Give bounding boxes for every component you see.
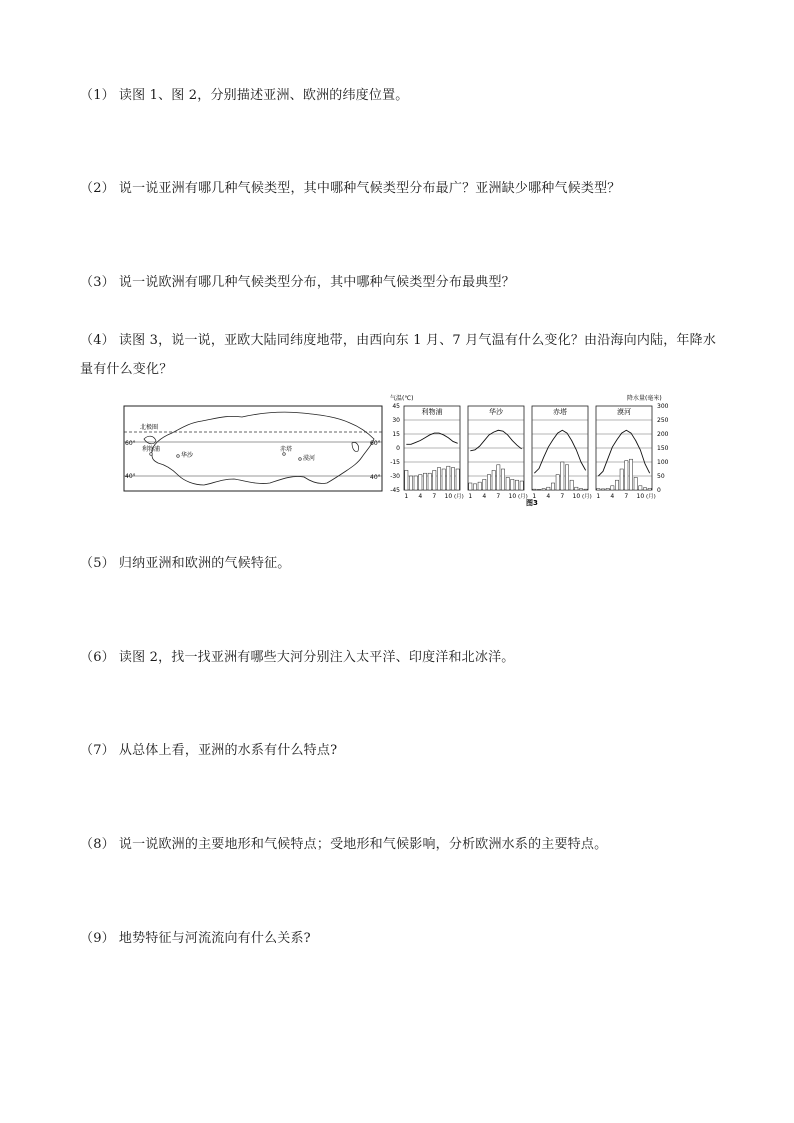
climate-chart-3 [532,406,592,500]
precipitation-bar [629,459,632,490]
month-tick-label: 1 [404,493,409,500]
question-text: 从总体上看，亚洲的水系有什么特点? [118,743,338,758]
question-text: 归纳亚洲和欧洲的气候特征。 [118,556,291,571]
precipitation-bar [483,479,486,490]
precipitation-bar [419,475,422,490]
precipitation-bar [533,489,536,490]
climate-chart-1 [404,406,464,500]
month-unit-label: (月) [582,494,592,500]
question-9 [80,927,311,946]
question-text: 读图 1、图 2，分别描述亚洲、欧洲的纬度位置。 [118,88,409,103]
lat-40-left-label: 40° [125,473,136,480]
temperature-tick-label: 45 [392,403,400,410]
month-tick-label: 7 [624,493,629,500]
precipitation-bar [561,462,564,490]
precipitation-bar [570,480,573,490]
month-tick-label: 1 [532,493,537,500]
precipitation-tick-label: 250 [657,417,669,424]
lat-40-right-label: 40° [370,474,381,481]
month-tick-label: 10 [508,493,517,500]
question-7 [80,739,337,758]
precipitation-bar [556,475,559,490]
month-tick-label: 1 [468,493,473,500]
question-number: （2） [80,181,115,196]
precipitation-bar [506,477,509,490]
station-name: 利物浦 [421,408,443,416]
precipitation-bar [547,487,550,490]
precipitation-bar [611,486,614,490]
city-label: 利物浦 [142,446,161,453]
temperature-axis-title: 气温(℃) [390,395,414,402]
temperature-tick-label: 30 [392,417,400,424]
station-name: 赤塔 [553,408,567,416]
map-panel [124,406,382,491]
question-text: 读图 2，找一找亚洲有哪些大河分别注入太平洋、印度洋和北冰洋。 [118,650,515,665]
precipitation-bar [442,469,445,490]
month-tick-label: 4 [418,493,423,500]
city-marker [177,455,180,458]
precipitation-bar [634,477,637,490]
precipitation-bar [551,483,554,490]
precipitation-bar [579,489,582,490]
precipitation-bar [409,476,412,490]
precipitation-bar [511,479,514,490]
question-5 [80,552,290,571]
climate-chart-4 [596,406,656,500]
temperature-tick-label: 15 [392,431,400,438]
question-2 [80,177,620,196]
precipitation-bar [414,476,417,490]
question-text: 说一说欧洲有哪几种气候类型分布，其中哪种气候类型分布最典型？ [118,275,515,290]
precipitation-bar [606,488,609,490]
month-tick-label: 4 [610,493,615,500]
month-tick-label: 4 [546,493,551,500]
month-unit-label: (月) [646,494,656,500]
precipitation-axis-title: 降水量(毫米) [627,395,662,402]
question-1 [80,84,408,103]
arctic-circle-label: 北极圈 [140,424,159,431]
question-number: （4） [80,333,115,348]
month-tick-label: 7 [496,493,501,500]
precipitation-bar [620,469,623,490]
lat-60-right-label: 60° [370,440,381,447]
lat-60-left-label: 60° [125,440,136,447]
station-name: 华沙 [489,408,503,416]
question-text: 读图 3，说一说，亚欧大陆同纬度地带，由西向东 1 月、7 月气温有什么变化？由沿海向内陆，年降水量有什么变化？ [80,333,717,377]
precipitation-bar [437,468,440,490]
month-unit-label: (月) [518,494,528,500]
city-marker [283,453,286,456]
precipitation-bar [478,482,481,490]
precipitation-bar [542,489,545,490]
precipitation-bar [433,470,436,490]
precipitation-bar [492,470,495,490]
temperature-tick-label: -45 [390,487,400,494]
month-tick-label: 1 [596,493,601,500]
precipitation-bar [643,488,646,490]
station-name: 漠河 [617,408,631,416]
question-text: 说一说欧洲的主要地形和气候特点；受地形和气候影响，分析欧洲水系的主要特点。 [118,837,608,852]
figure-caption: 图3 [526,499,538,507]
precipitation-bar [601,489,604,490]
precipitation-bar [515,480,518,490]
precipitation-bar [537,489,540,490]
city-marker [299,458,302,461]
precipitation-tick-label: 200 [657,431,669,438]
precipitation-bar [625,461,628,490]
precipitation-ticks [657,403,669,494]
month-tick-label: 10 [444,493,453,500]
precipitation-bar [648,488,651,490]
question-text: 地势特征与河流流向有什么关系? [118,931,311,946]
precipitation-bar [456,469,459,490]
month-tick-label: 7 [432,493,437,500]
precipitation-bar [584,489,587,490]
question-number: （6） [80,650,115,665]
question-4 [80,326,720,384]
city-marker [150,453,153,456]
precipitation-bar [565,465,568,490]
month-tick-label: 10 [636,493,645,500]
precipitation-bar [405,470,408,490]
climate-chart-2 [468,406,528,500]
precipitation-bar [639,486,642,490]
question-number: （5） [80,556,115,571]
precipitation-bar [615,480,618,490]
question-number: （7） [80,743,115,758]
precipitation-bar [473,484,476,490]
temperature-tick-label: 0 [396,445,400,452]
question-text: 说一说亚洲有哪几种气候类型，其中哪种气候类型分布最广？亚洲缺少哪种气候类型？ [118,181,621,196]
precipitation-tick-label: 100 [657,459,669,466]
question-number: （9） [80,931,115,946]
question-6 [80,646,514,665]
month-tick-label: 4 [482,493,487,500]
question-number: （8） [80,837,115,852]
question-number: （1） [80,88,115,103]
precipitation-bar [575,487,578,490]
precipitation-bar [520,481,523,490]
precipitation-bar [497,465,500,490]
temperature-tick-label: -15 [390,459,400,466]
city-label: 漠河 [303,455,316,462]
question-number: （3） [80,275,115,290]
precipitation-bar [469,483,472,490]
temperature-ticks [390,403,400,494]
precipitation-tick-label: 50 [657,473,665,480]
question-3 [80,271,515,290]
precipitation-bar [423,473,426,490]
precipitation-bar [428,473,431,490]
precipitation-bar [501,469,504,490]
precipitation-bar [451,468,454,490]
city-label: 华沙 [181,452,194,459]
city-label: 赤塔 [280,446,293,453]
question-8 [80,833,607,852]
precipitation-bar [487,475,490,490]
precipitation-bar [597,489,600,490]
precipitation-tick-label: 300 [657,403,669,410]
precipitation-bar [447,466,450,490]
month-tick-label: 7 [560,493,565,500]
figure-3 [122,393,672,513]
temperature-tick-label: -30 [390,473,400,480]
precipitation-tick-label: 0 [657,487,661,494]
precipitation-tick-label: 150 [657,445,669,452]
month-unit-label: (月) [454,494,464,500]
month-tick-label: 10 [572,493,581,500]
climate-panels [404,406,656,500]
